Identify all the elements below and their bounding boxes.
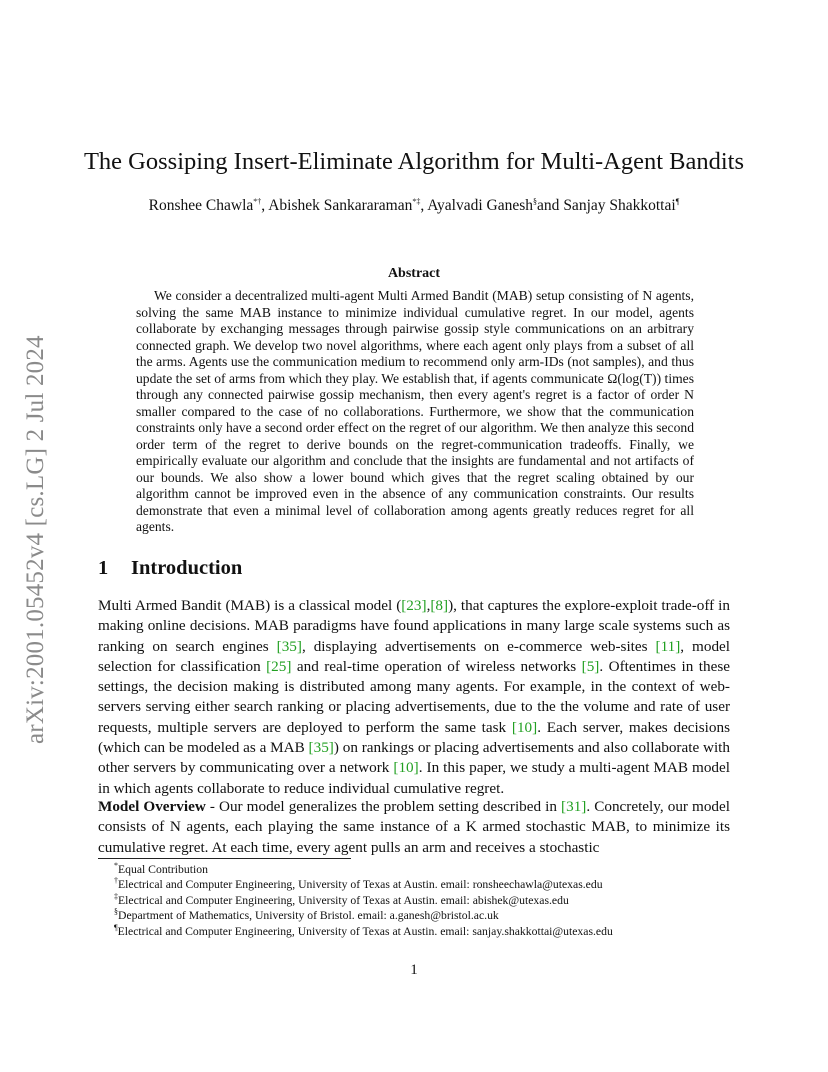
footnote-mark: § — [114, 907, 118, 917]
author-affiliation-mark: ¶ — [675, 196, 680, 206]
footnote-text: Equal Contribution — [118, 863, 208, 876]
footnote-text: Electrical and Computer Engineering, University of Texas at Austin. email: sanjay.shakkottai@utexas.edu — [117, 924, 613, 938]
footnote-text: Department of Mathematics, University of Bristol. email: a.ganesh@bristol.ac.uk — [118, 909, 499, 923]
author-affiliation-mark: *† — [253, 196, 262, 206]
citation-link[interactable]: [10] — [511, 718, 538, 736]
footnote — [114, 924, 613, 939]
text-run: - Our model generalizes the problem setting described in — [205, 798, 562, 815]
author-name: Sanjay Shakkottai — [563, 197, 676, 214]
author-affiliation-mark: § — [533, 196, 538, 206]
text-run: . Oftentimes in these settings, the decision making is distributed among many agents. For example, in the context of web-servers serving either search ranking or placing advertisements, due to the the volume and rate of user requests, multiple servers are deployed to perform the same task — [98, 657, 730, 736]
text-run: , — [426, 597, 431, 614]
footnote — [114, 893, 613, 908]
footnote-mark: ¶ — [114, 922, 118, 932]
text-run: Multi Armed Bandit (MAB) is a classical model ( — [98, 597, 402, 614]
author-name: Abishek Sankararaman — [268, 197, 413, 214]
text-run: . In this paper, we study a multi-agent MAB model in which agents collaborate to reduce individual cumulative regret. — [98, 759, 730, 797]
author-conjunction: and — [537, 197, 560, 214]
page-number: 1 — [410, 962, 418, 978]
model-overview-label: Model Overview — [98, 798, 206, 815]
author-name: Ronshee Chawla — [148, 197, 254, 214]
footnote — [114, 908, 613, 923]
text-run: ) on rankings or placing advertisements and also collaborate with other servers by communicating over a network — [98, 739, 730, 777]
author-name: Ayalvadi Ganesh — [427, 197, 534, 214]
abstract-heading: Abstract — [387, 266, 441, 281]
arxiv-identifier-stamp: arXiv:2001.05452v4 [cs.LG] 2 Jul 2024 — [22, 335, 49, 744]
text-run: , model selection for classification — [98, 637, 731, 675]
footnote-mark: * — [114, 861, 118, 871]
introduction-paragraph — [98, 596, 730, 799]
footnote — [114, 877, 613, 892]
citation-link[interactable]: [8] — [430, 597, 449, 614]
author-affiliation-mark: *‡ — [412, 196, 421, 206]
citation-link[interactable]: [35] — [276, 637, 302, 655]
section-heading — [98, 557, 242, 580]
citation-link[interactable]: [31] — [561, 798, 587, 815]
footnote-rule — [98, 858, 351, 859]
citation-link[interactable]: [25] — [266, 657, 292, 675]
text-run: , displaying advertisements on e-commerce web-sites — [301, 637, 656, 655]
footnote-text: Electrical and Computer Engineering, University of Texas at Austin. email: ronsheechawla@utexas.edu — [118, 878, 603, 892]
text-run: . Concretely, our model consists of N agents, each playing the same instance of a K armed stochastic MAB, to minimize its cumulative regret. At each time, every agent pulls an arm and receives a stochastic — [98, 798, 730, 856]
text-run: . Each server, makes decisions (which can be modeled as a MAB — [98, 718, 730, 757]
footnote-text: Electrical and Computer Engineering, University of Texas at Austin. email: abishek@utexas.edu — [118, 893, 569, 907]
section-number: 1 — [98, 557, 109, 579]
footnote — [114, 862, 613, 877]
citation-link[interactable]: [5] — [581, 657, 600, 675]
section-title: Introduction — [131, 557, 243, 579]
paper-title: The Gossiping Insert-Eliminate Algorithm for Multi-Agent Bandits — [83, 148, 745, 175]
citation-link[interactable]: [10] — [393, 759, 419, 777]
abstract-body: We consider a decentralized multi-agent Multi Armed Bandit (MAB) setup consisting of N agents, solving the same MAB instance to minimize individual cumulative regret. In our model, agents collaborate by exchanging messages through pairwise gossip style communications on an arbitrary connected graph. We develop two novel algorithms, where each agent only plays from a subset of all the arms. Agents use the communication medium to recommend only arm-IDs (not samples), and thus update the set of arms from which they play. We establish that, if agents communicate Ω(log(T)) times through any connected pairwise gossip mechanism, then every agent's regret is a factor of order N smaller compared to the case of no collaborations. Furthermore, we show that the communication constraints only have a second order effect on the regret of our algorithm. We then analyze this second order term of the regret to derive bounds on the regret-communication tradeoffs. Finally, we empirically evaluate our algorithm and conclude that the insights are fundamental and not artifacts of our bounds. We also show a lower bound which gives that the regret scaling obtained by our algorithm cannot be improved even in the absence of any communication constraints. Our results demonstrate that even a minimal level of collaboration among agents greatly reduces regret for all agents. — [136, 288, 694, 534]
citation-link[interactable]: [35] — [308, 739, 334, 757]
model-overview-paragraph — [98, 797, 730, 858]
footnotes — [114, 862, 613, 939]
citation-link[interactable]: [11] — [655, 637, 681, 655]
text-run: ), that captures the explore-exploit trade-off in making online decisions. MAB paradigms have found applications in many large scale systems such as ranking on search engines — [98, 597, 731, 655]
author-list: Ronshee Chawla*†, Abishek Sankararaman*‡, Ayalvadi Ganesh§and Sanjay Shakkottai¶ — [148, 196, 680, 214]
footnote-mark: † — [114, 876, 118, 886]
footnote-mark: ‡ — [114, 891, 118, 901]
citation-link[interactable]: [23] — [401, 597, 427, 614]
text-run: and real-time operation of wireless networks — [291, 657, 582, 675]
